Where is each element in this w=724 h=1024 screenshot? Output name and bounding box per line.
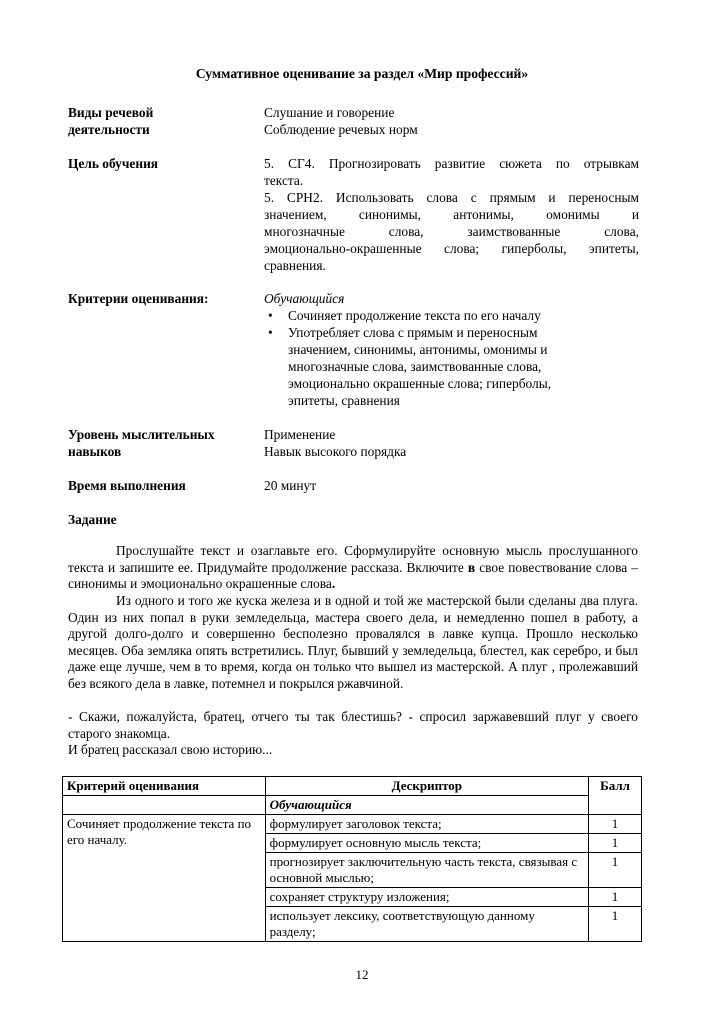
- label-line: Уровень мыслительных: [68, 427, 215, 442]
- goal-line: 5. СРН2. Использовать слова с прямым и переносным: [264, 190, 639, 205]
- goal-line: сравнения.: [264, 258, 326, 273]
- story-ending: И братец рассказал свою историю...: [68, 742, 273, 757]
- header-score: Балл: [589, 777, 642, 815]
- table-row: [63, 815, 642, 834]
- story-paragraph: Из одного и того же куска железа и в одной и той же мастерской были сделаны два плуга. Один из них попал в руки земледельца, мастера своего дела, и немедленно пошел в работу, а другой долго-долго и совершенно бесполезно провалялся в лавке купца. Прошло несколько месяцев. Оба земляка опять встретились. Плуг, бывший у земледельца, блестел, как серебро, и был даже еще лучше, чем в то время, когда он только что вышел из мастерской. А плуг , пролежавший без всякого дела в лавке, потемнел и покрылся ржавчиной.: [68, 593, 638, 691]
- story-dialogue: - Скажи, пожалуйста, братец, отчего ты так блестишь? - спросил заржавевший плуг у своего старого знакомца.: [68, 709, 638, 741]
- label-line: Виды речевой: [68, 105, 154, 120]
- header-criterion: Критерий оценивания: [63, 777, 266, 796]
- descriptor-cell: использует лексику, соответствующую данному разделу;: [265, 907, 588, 942]
- score-cell: 1: [589, 815, 642, 834]
- value-learning-goal: [264, 155, 639, 274]
- value-thinking-level: [264, 426, 639, 460]
- value-line: Слушание и говорение: [264, 105, 395, 120]
- instruction-bold: в: [467, 559, 476, 575]
- value-line: Применение: [264, 427, 336, 442]
- criteria-text: Сочиняет продолжение текста по его началу: [288, 308, 541, 323]
- value-line: Навык высокого порядка: [264, 444, 407, 459]
- descriptor-cell: формулирует заголовок текста;: [265, 815, 588, 834]
- goal-line: многозначные слова, заимствованные слова,: [264, 224, 639, 239]
- goal-line: текста.: [264, 173, 304, 188]
- learner-subheader: Обучающийся: [265, 796, 588, 815]
- criteria-text: многозначные слова, заимствованные слова,: [288, 359, 542, 374]
- label-line: навыков: [68, 444, 122, 459]
- task-instruction: [68, 543, 638, 593]
- criteria-item: [288, 324, 639, 409]
- label-line: деятельности: [68, 122, 150, 137]
- document-title: Суммативное оценивание за раздел «Мир профессий»: [195, 66, 529, 81]
- criterion-cell: Сочиняет продолжение текста по его началу.: [63, 815, 266, 942]
- criteria-text: значением, синонимы, антонимы, омонимы и: [288, 342, 548, 357]
- descriptor-cell: формулирует основную мысль текста;: [265, 834, 588, 853]
- descriptor-cell: сохраняет структуру изложения;: [265, 888, 588, 907]
- criteria-item: [288, 307, 639, 324]
- score-cell: 1: [589, 888, 642, 907]
- criteria-text: • Употребляет слова с прямым и переносным: [288, 325, 538, 340]
- instruction-text: свое повествование слова – синонимы и эмоционально окрашенные слова: [68, 559, 638, 591]
- score-cell: 1: [589, 834, 642, 853]
- value-line: Соблюдение речевых норм: [264, 122, 418, 137]
- empty-cell: [63, 796, 266, 815]
- header-descriptor: Дескриптор: [265, 777, 588, 796]
- assessment-table: [62, 776, 642, 942]
- label-thinking-level: [68, 426, 258, 460]
- label-speech-activity: [68, 104, 258, 138]
- instruction-bold: .: [331, 576, 336, 591]
- goal-line: эмоционально-окрашенные слова; гиперболы, эпитеты,: [264, 241, 639, 256]
- instruction-text: Прослушайте текст и озаглавьте его. Сформулируйте основную мысль прослушанного текста и запишите ее. Придумайте продолжение рассказа. Включите: [68, 543, 638, 575]
- criteria-text: эпитеты, сравнения: [288, 393, 400, 408]
- score-cell: 1: [589, 853, 642, 888]
- descriptor-cell: прогнозирует заключительную часть текста, связывая с основной мыслью;: [265, 853, 588, 888]
- score-cell: 1: [589, 907, 642, 942]
- label-assessment-criteria: Критерии оценивания:: [68, 291, 209, 306]
- learner-heading: Обучающийся: [264, 291, 345, 306]
- label-completion-time: Время выполнения: [68, 478, 186, 493]
- table-subheader-row: [63, 796, 642, 815]
- value-speech-activity: [264, 104, 639, 138]
- task-heading: Задание: [68, 512, 117, 527]
- table-header-row: [63, 777, 642, 796]
- goal-line: значением, синонимы, антонимы, омонимы и: [264, 207, 639, 222]
- label-learning-goal: Цель обучения: [68, 156, 159, 171]
- criteria-text: эмоционально окрашенные слова; гиперболы,: [288, 376, 552, 391]
- goal-line: 5. СГ4. Прогнозировать развитие сюжета по отрывкам: [264, 156, 639, 171]
- value-completion-time: 20 минут: [264, 478, 317, 493]
- value-assessment-criteria: [264, 290, 639, 409]
- page-number: 12: [355, 967, 369, 982]
- criteria-list: [264, 307, 639, 409]
